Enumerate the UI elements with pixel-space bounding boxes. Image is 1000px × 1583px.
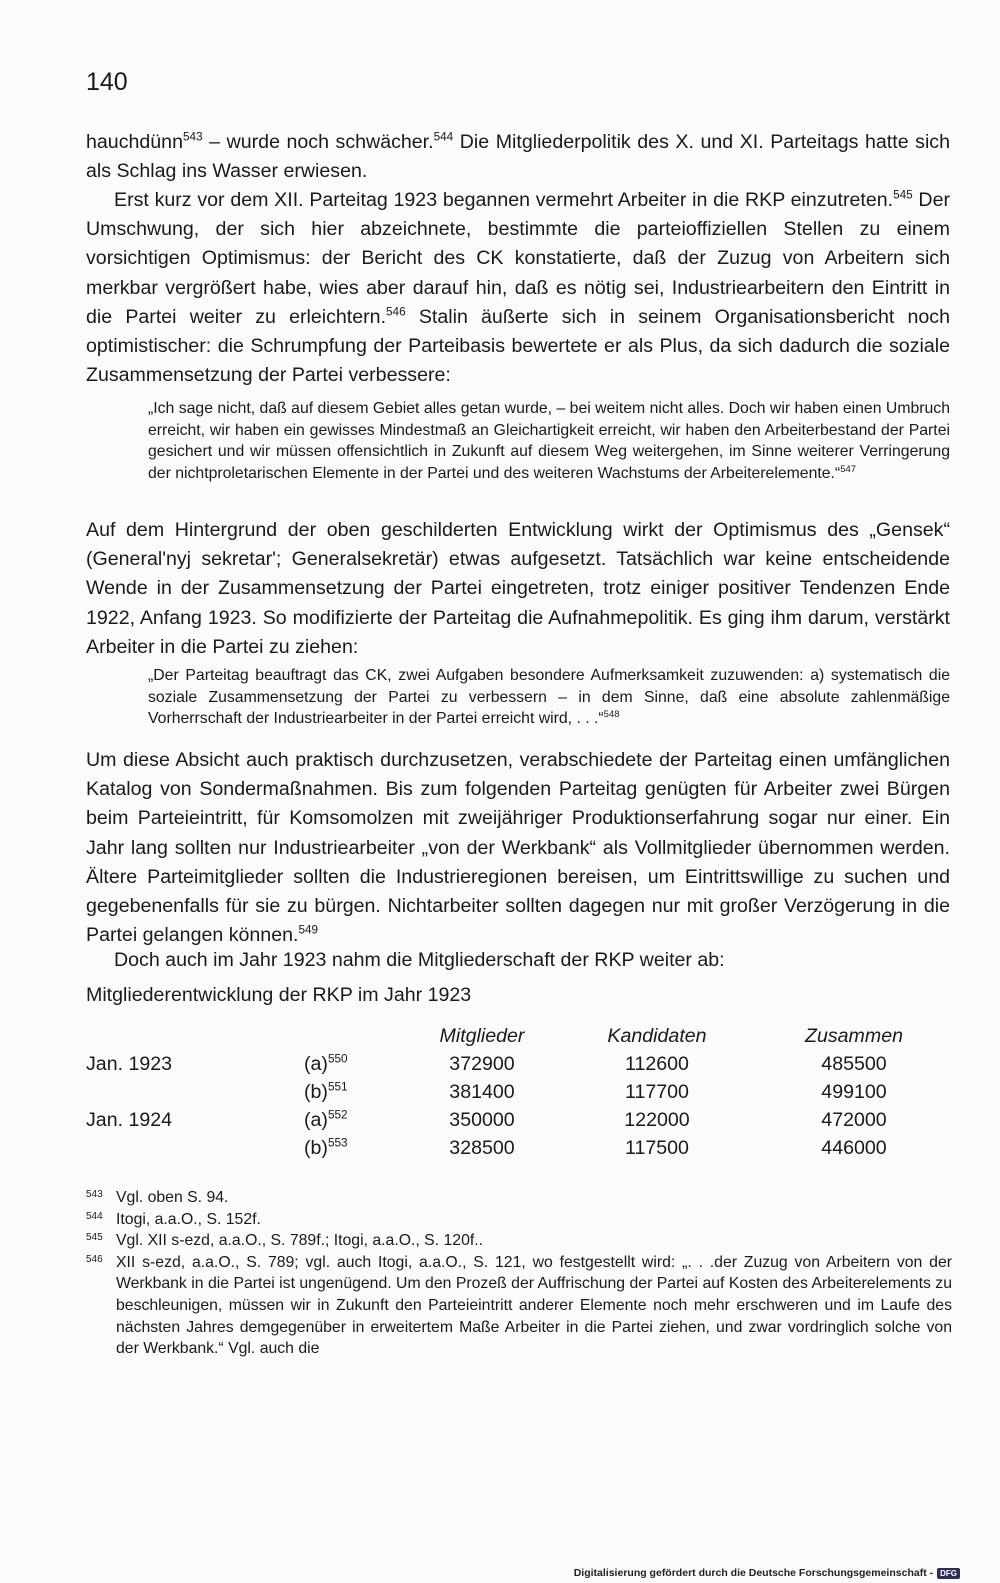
paragraph-text: Die Mitgliederpolitik des X. und XI. Parteitags hatte sich als Schlag ins Wasser erwiesen. <box>86 131 950 183</box>
cell-total: 472000 <box>821 1108 887 1131</box>
column-header: Zusammen <box>805 1024 903 1047</box>
row-label: Jan. 1924 <box>86 1108 173 1131</box>
paragraph-text: Um diese Absicht auch praktisch durchzusetzen, verabschiedete der Parteitag einen umfänglichen Katalog von Sondermaßnahmen. Bis zum folgenden Parteitag genügten für Arbeiter zwei Bürgen beim Parteieintritt, für Komsomolzen mit zweijähriger Produktionserfahrung sogar nur einer. Ein Jahr lang sollten nur Industriearbeiter „von der Werkbank“ als Vollmitglieder übernommen werden. Ältere Parteimitglieder sollten die Industrieregionen bereisen, um Eintrittswillige zu suchen und gegebenenfalls für sie zu bürgen. Nichtarbeiter sollten dagegen nur mit großer Verzögerung in die Partei gelangen können. <box>86 749 950 947</box>
footnote-ref[interactable]: 546 <box>386 305 406 319</box>
row-label: Jan. 1923 <box>86 1052 173 1075</box>
header-empty <box>304 1022 402 1050</box>
row-label <box>86 1134 304 1162</box>
cell-members: 381400 <box>449 1080 515 1103</box>
paragraph-text: Auf dem Hintergrund der oben geschilderten Entwicklung wirkt der Optimismus des „Gensek“ (General'nyj sekretar'; Generalsekretär) etwas aufgesetzt. Tatsächlich war keine entscheidende Wende in der Zusammensetzung der Partei eingetreten, trotz einiger positiver Tendenzen Ende 1922, Anfang 1923. So modifizierte der Parteitag die Aufnahmepolitik. Es ging ihm darum, verstärkt Arbeiter in die Partei zu ziehen: <box>86 519 950 658</box>
column-header: Mitglieder <box>439 1024 525 1047</box>
quote-1 <box>148 398 950 484</box>
row-variant <box>304 1134 402 1162</box>
footnote-ref[interactable]: 553 <box>327 1135 348 1149</box>
footnote-text: Vgl. oben S. 94. <box>116 1189 229 1206</box>
footnote-ref[interactable]: 550 <box>327 1051 348 1065</box>
cell-candidates: 117500 <box>625 1136 689 1159</box>
variant-text: (a) <box>304 1052 328 1075</box>
row-label <box>86 1078 304 1106</box>
paragraph-text: Erst kurz vor dem XII. Parteitag 1923 begannen vermehrt Arbeiter in die RKP einzutreten. <box>114 189 894 211</box>
footnote-text: XII s-ezd, a.a.O., S. 789; vgl. auch Itogi, a.a.O., S. 121, wo festgestellt wird: „. . .der Zuzug von Arbeitern von der Werkbank in die Partei ist ungenügend. Um den Prozeß der Auffrischung der Partei auf Kosten des Arbeiterelements zu beschleunigen, müssen wir in Zukunft den Parteieintritt anderer Elemente noch mehr erschweren und im Laufe des nächsten Jahres demgegenüber in erweitertem Maße Arbeiter in die Partei ziehen, und zwar vordringlich solche von der Werkbank.“ Vgl. auch die <box>116 1253 952 1358</box>
footnote <box>86 1209 952 1231</box>
footnote <box>86 1252 952 1360</box>
footnote-number: 546 <box>86 1253 103 1265</box>
paragraph-5 <box>86 946 950 975</box>
footnote-ref[interactable]: 551 <box>327 1079 348 1093</box>
header-empty <box>86 1022 304 1050</box>
table-row <box>86 1078 956 1106</box>
variant-text: (a) <box>304 1108 328 1131</box>
table-header-row <box>86 1022 956 1050</box>
cell-candidates: 122000 <box>624 1108 690 1131</box>
paragraph-text: – wurde noch schwächer. <box>202 131 434 153</box>
paragraph-2 <box>86 186 950 390</box>
table-title: Mitgliederentwicklung der RKP im Jahr 1923 <box>86 984 472 1006</box>
paragraph-text: Doch auch im Jahr 1923 nahm die Mitgliederschaft der RKP weiter ab: <box>114 949 725 971</box>
table-row <box>86 1134 956 1162</box>
footnote-ref[interactable]: 544 <box>433 130 454 144</box>
membership-table <box>86 1022 956 1162</box>
quote-text: „Ich sage nicht, daß auf diesem Gebiet alles getan wurde, – bei weitem nicht alles. Doch wir haben einen Umbruch erreicht, wir haben ein gewisses Mindestmaß an Gleichartigkeit erreicht, wir haben den Arbeiterbestand der Partei gesichert und wir müssen offensichtlich in Zukunft auf diesem Weg weitergehen, im Sinne weiterer Verringerung der nichtproletarischen Elemente in der Partei und des weiteren Wachstums der Arbeiterelemente.“ <box>148 400 950 482</box>
cell-members: 350000 <box>449 1108 515 1131</box>
table-row <box>86 1106 956 1134</box>
footnote-ref[interactable]: 545 <box>893 188 913 202</box>
footnote-number: 544 <box>86 1210 103 1222</box>
credit-text: Digitalisierung gefördert durch die Deutsche Forschungsgemeinschaft - <box>573 1567 934 1579</box>
row-variant <box>304 1078 402 1106</box>
row-variant <box>304 1050 402 1078</box>
dfg-logo: DFG <box>937 1568 960 1579</box>
paragraph-text: Stalin äußerte sich in seinem Organisationsbericht noch optimistischer: die Schrumpfung der Parteibasis bewertete er als Plus, da sich dadurch die soziale Zusammensetzung der Partei verbessere: <box>86 305 950 387</box>
cell-candidates: 112600 <box>625 1052 689 1075</box>
footnote-number: 543 <box>86 1189 103 1200</box>
paragraph-3 <box>86 516 950 662</box>
footnotes-section <box>86 1187 952 1360</box>
paragraph-4 <box>86 746 950 950</box>
footnote-ref[interactable]: 547 <box>840 463 857 475</box>
table-row <box>86 1050 956 1078</box>
paragraph-text: hauchdünn <box>86 131 183 153</box>
quote-text: „Der Parteitag beauftragt das CK, zwei Aufgaben besondere Aufmerksamkeit zuzuwenden: a) systematisch die soziale Zusammensetzung der Partei zu verbessern – in dem Sinne, daß eine absolute zahlenmäßige Vorherrschaft der Industriearbeiter in der Partei erreicht wird, . . .“ <box>148 667 950 728</box>
footnote <box>86 1187 952 1209</box>
quote-2 <box>148 665 950 730</box>
footnote-ref[interactable]: 549 <box>298 923 319 937</box>
cell-total: 446000 <box>821 1136 887 1159</box>
paragraph-text: Der Umschwung, der sich hier abzeichnete, bestimmte die parteioffiziellen Stellen zu einem vorsichtigen Optimismus: der Bericht des CK konstatierte, daß der Zuzug von Arbeitern sich merkbar vergrößert habe, wies aber darauf hin, daß es nötig sei, Industriearbeitern den Eintritt in die Partei weiter zu erleichtern. <box>86 189 950 328</box>
cell-members: 372900 <box>449 1052 515 1075</box>
footnote-ref[interactable]: 552 <box>327 1107 348 1121</box>
column-header: Kandidaten <box>607 1024 707 1047</box>
cell-candidates: 117700 <box>625 1080 689 1103</box>
footnote-text: Itogi, a.a.O., S. 152f. <box>116 1210 261 1228</box>
cell-total: 499100 <box>821 1080 887 1103</box>
digitization-credit <box>574 1567 960 1579</box>
cell-members: 328500 <box>449 1136 515 1159</box>
footnote-ref[interactable]: 548 <box>603 709 620 721</box>
cell-total: 485500 <box>821 1052 887 1075</box>
paragraph-1 <box>86 128 950 186</box>
footnote-text: Vgl. XII s-ezd, a.a.O., S. 789f.; Itogi, a.a.O., S. 120f.. <box>116 1232 484 1250</box>
footnote-ref[interactable]: 543 <box>182 130 203 144</box>
footnote-number: 545 <box>86 1232 103 1244</box>
variant-text: (b) <box>304 1136 328 1159</box>
row-variant <box>304 1106 402 1134</box>
page-number: 140 <box>86 68 128 96</box>
footnote <box>86 1230 952 1252</box>
variant-text: (b) <box>304 1080 328 1103</box>
